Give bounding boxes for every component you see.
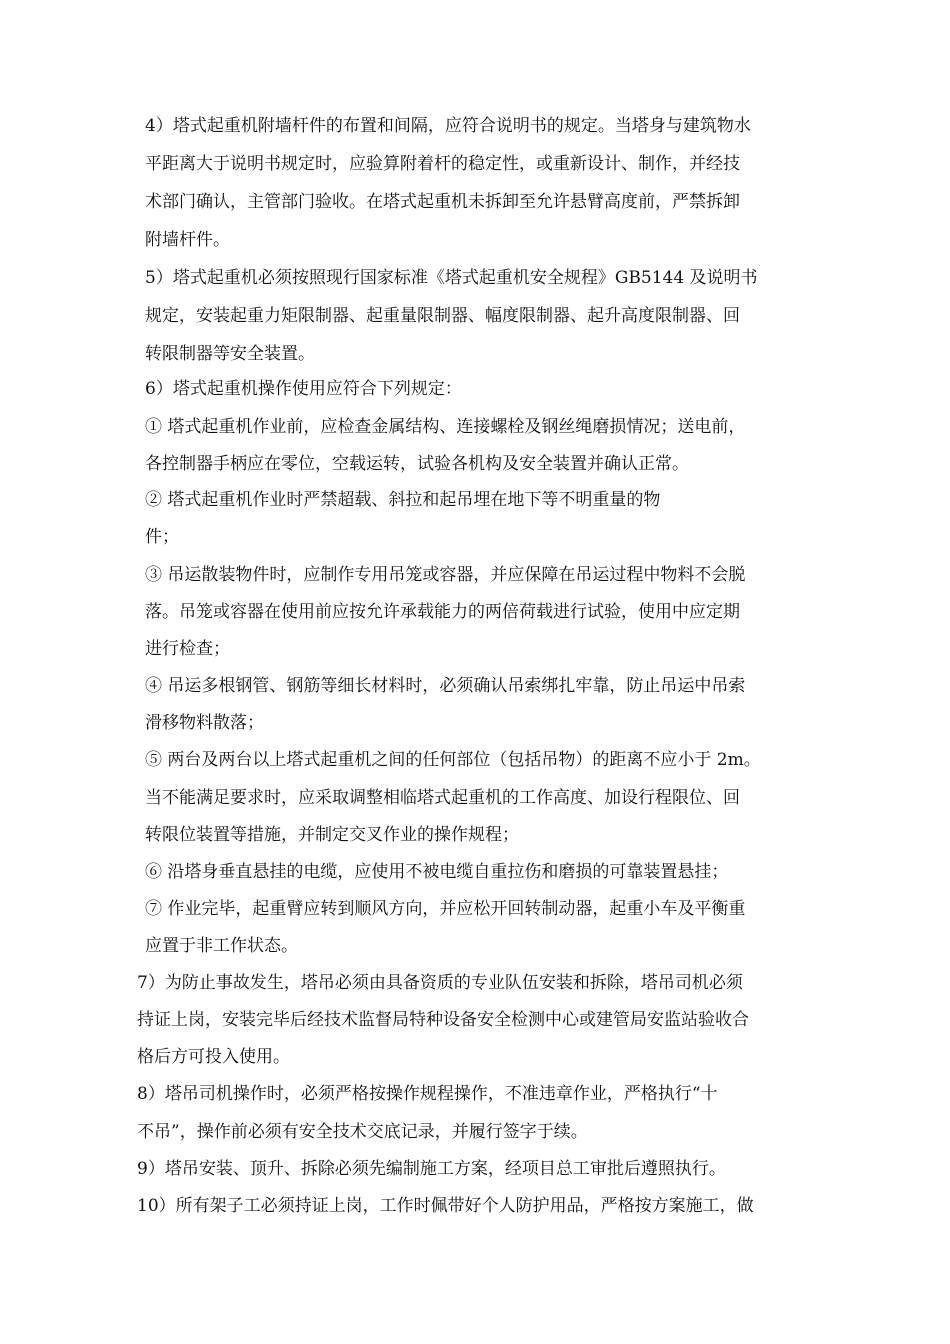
text-line: 进行检查； <box>145 639 230 659</box>
text-line: 5）塔式起重机必须按照现行国家标准《塔式起重机安全规程》GB5144 及说明书 <box>145 268 758 288</box>
text-line: 4）塔式起重机附墙杆件的布置和间隔，应符合说明书的规定。当塔身与建筑物水 <box>145 116 751 136</box>
text-line: 件； <box>145 527 179 547</box>
text-line: ① 塔式起重机作业前，应检查金属结构、连接螺栓及钢丝绳磨损情况；送电前， <box>145 417 746 437</box>
text-line: 转限制器等安全装置。 <box>145 344 315 364</box>
text-line: 滑移物料散落； <box>145 713 264 733</box>
text-line: 规定，安装起重力矩限制器、起重量限制器、幅度限制器、起升高度限制器、回 <box>145 306 740 326</box>
text-line: ② 塔式起重机作业时严禁超载、斜拉和起吊埋在地下等不明重量的物 <box>145 490 661 510</box>
text-line: 不吊”，操作前必须有安全技术交底记录，并履行签字于续。 <box>137 1122 588 1142</box>
text-line: 当不能满足要求时，应采取调整相临塔式起重机的工作高度、加设行程限位、回 <box>145 788 740 808</box>
text-line: 7）为防止事故发生，塔吊必须由具备资质的专业队伍安装和拆除，塔吊司机必须 <box>137 973 743 993</box>
text-line: 落。吊笼或容器在使用前应按允许承载能力的两倍荷载进行试验，使用中应定期 <box>145 602 740 622</box>
text-line: 应置于非工作状态。 <box>145 936 298 956</box>
text-line: 8）塔吊司机操作时，必须严格按操作规程操作，不准违章作业，严格执行“十 <box>137 1084 718 1104</box>
text-line: 10）所有架子工必须持证上岗，工作时佩带好个人防护用品，严格按方案施工，做 <box>137 1196 754 1216</box>
text-line: 持证上岗，安装完毕后经技术监督局特种设备安全检测中心或建管局安监站验收合 <box>137 1010 749 1030</box>
text-line: ③ 吊运散装物件时，应制作专用吊笼或容器，并应保障在吊运过程中物料不会脱 <box>145 565 746 585</box>
text-line: 术部门确认，主管部门验收。在塔式起重机未拆卸至允许悬臂高度前，严禁拆卸 <box>145 192 740 212</box>
text-line: ⑥ 沿塔身垂直悬挂的电缆，应使用不被电缆自重拉伤和磨损的可靠装置悬挂； <box>145 862 729 882</box>
text-line: ④ 吊运多根钢管、钢筋等细长材料时，必须确认吊索绑扎牢靠，防止吊运中吊索 <box>145 676 746 696</box>
text-line: ⑤ 两台及两台以上塔式起重机之间的任何部位（包括吊物）的距离不应小于 2m。 <box>145 750 761 770</box>
text-line: 格后方可投入使用。 <box>137 1047 290 1067</box>
text-line: 附墙杆件。 <box>145 230 230 250</box>
text-line: 平距离大于说明书规定时，应验算附着杆的稳定性，或重新设计、制作，并经技 <box>145 154 740 174</box>
text-line: 各控制器手柄应在零位，空载运转，试验各机构及安全装置并确认正常。 <box>145 454 689 474</box>
text-line: 转限位装置等措施，并制定交叉作业的操作规程； <box>145 825 519 845</box>
text-line: 6）塔式起重机操作使用应符合下列规定： <box>145 379 462 399</box>
text-line: ⑦ 作业完毕，起重臂应转到顺风方向，并应松开回转制动器，起重小车及平衡重 <box>145 899 746 919</box>
text-line: 9）塔吊安装、顶升、拆除必须先编制施工方案，经项目总工审批后遵照执行。 <box>137 1159 726 1179</box>
